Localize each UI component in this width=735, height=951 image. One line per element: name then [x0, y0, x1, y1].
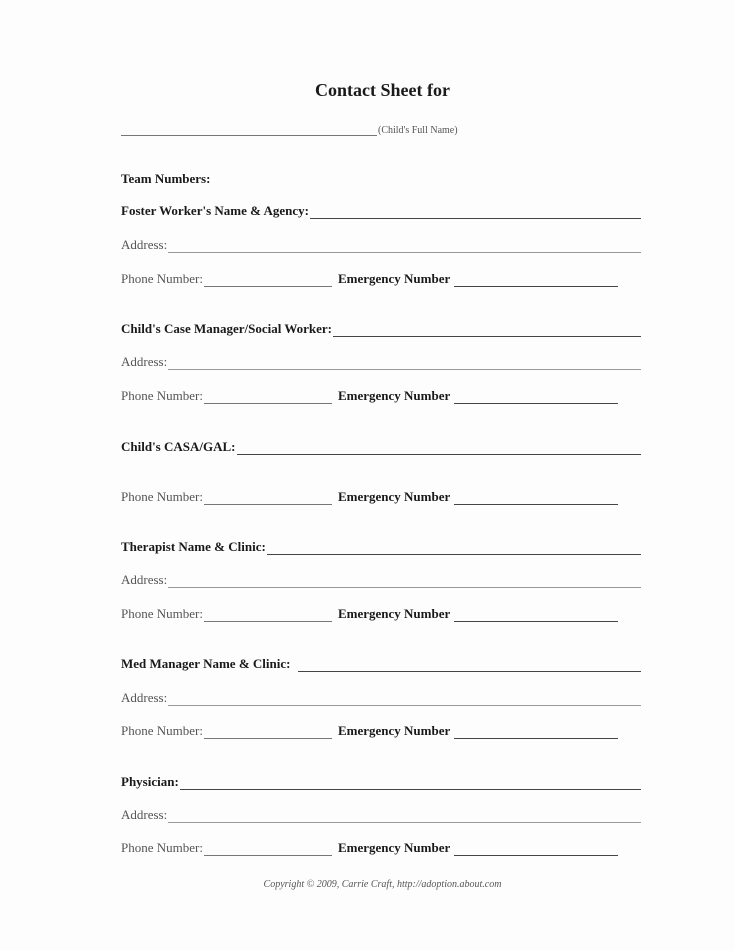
case-manager-name-field[interactable] — [333, 323, 641, 337]
med-manager-phone-field[interactable] — [204, 725, 332, 739]
physician-phone-field[interactable] — [204, 842, 332, 856]
physician-address-field[interactable] — [168, 809, 641, 823]
section-heading: Therapist Name & Clinic: — [121, 539, 266, 554]
copyright-footer: Copyright © 2009, Carrie Craft, http://adoption.about.com — [263, 879, 502, 890]
page-title: Contact Sheet for — [315, 80, 450, 100]
section-med-manager-heading-row — [121, 656, 641, 672]
child-name-note: (Child's Full Name) — [378, 125, 458, 136]
section-heading: Child's Case Manager/Social Worker: — [121, 321, 333, 336]
section-therapist-heading-row — [121, 539, 641, 555]
casa-gal-emergency-field[interactable] — [454, 491, 618, 505]
therapist-phone-row — [121, 606, 641, 622]
therapist-address-row — [121, 572, 641, 588]
emergency-label: Emergency Number — [337, 489, 451, 504]
section-casa-gal-heading-row — [121, 439, 641, 455]
med-manager-address-row — [121, 690, 641, 706]
section-heading: Physician: — [121, 774, 179, 789]
foster-worker-address-field[interactable] — [168, 239, 641, 253]
case-manager-address-field[interactable] — [168, 356, 641, 370]
med-manager-address-field[interactable] — [168, 692, 641, 706]
phone-label: Phone Number: — [121, 271, 203, 286]
emergency-label: Emergency Number — [337, 271, 451, 286]
address-label: Address: — [121, 690, 168, 705]
phone-label: Phone Number: — [121, 606, 203, 621]
emergency-label: Emergency Number — [337, 723, 451, 738]
casa-gal-phone-field[interactable] — [204, 491, 332, 505]
section-physician-heading-row — [121, 774, 641, 790]
phone-label: Phone Number: — [121, 723, 203, 738]
med-manager-name-field[interactable] — [298, 658, 641, 672]
phone-label: Phone Number: — [121, 489, 203, 504]
casa-gal-name-field[interactable] — [237, 441, 642, 455]
foster-worker-name-field[interactable] — [310, 205, 641, 219]
section-heading: Foster Worker's Name & Agency: — [121, 203, 309, 218]
child-name-field[interactable] — [121, 135, 377, 136]
case-manager-phone-row — [121, 388, 641, 404]
emergency-label: Emergency Number — [337, 388, 451, 403]
team-numbers-heading: Team Numbers: — [121, 171, 211, 186]
physician-address-row — [121, 807, 641, 823]
address-label: Address: — [121, 572, 168, 587]
address-label: Address: — [121, 237, 168, 252]
section-heading: Med Manager Name & Clinic: — [121, 656, 291, 671]
emergency-label: Emergency Number — [337, 606, 451, 621]
foster-worker-address-row — [121, 237, 641, 253]
physician-phone-row — [121, 840, 641, 856]
address-label: Address: — [121, 807, 168, 822]
section-heading: Child's CASA/GAL: — [121, 439, 236, 454]
casa-gal-phone-row — [121, 489, 641, 505]
therapist-phone-field[interactable] — [204, 608, 332, 622]
phone-label: Phone Number: — [121, 840, 203, 855]
physician-emergency-field[interactable] — [454, 842, 618, 856]
section-case-manager-heading-row — [121, 321, 641, 337]
phone-label: Phone Number: — [121, 388, 203, 403]
section-foster-worker-heading-row — [121, 203, 641, 219]
therapist-name-field[interactable] — [267, 541, 641, 555]
foster-worker-phone-field[interactable] — [204, 273, 332, 287]
foster-worker-phone-row — [121, 271, 641, 287]
therapist-emergency-field[interactable] — [454, 608, 618, 622]
med-manager-emergency-field[interactable] — [454, 725, 618, 739]
case-manager-phone-field[interactable] — [204, 390, 332, 404]
med-manager-phone-row — [121, 723, 641, 739]
emergency-label: Emergency Number — [337, 840, 451, 855]
address-label: Address: — [121, 354, 168, 369]
case-manager-address-row — [121, 354, 641, 370]
therapist-address-field[interactable] — [168, 574, 641, 588]
foster-worker-emergency-field[interactable] — [454, 273, 618, 287]
physician-name-field[interactable] — [180, 776, 641, 790]
case-manager-emergency-field[interactable] — [454, 390, 618, 404]
